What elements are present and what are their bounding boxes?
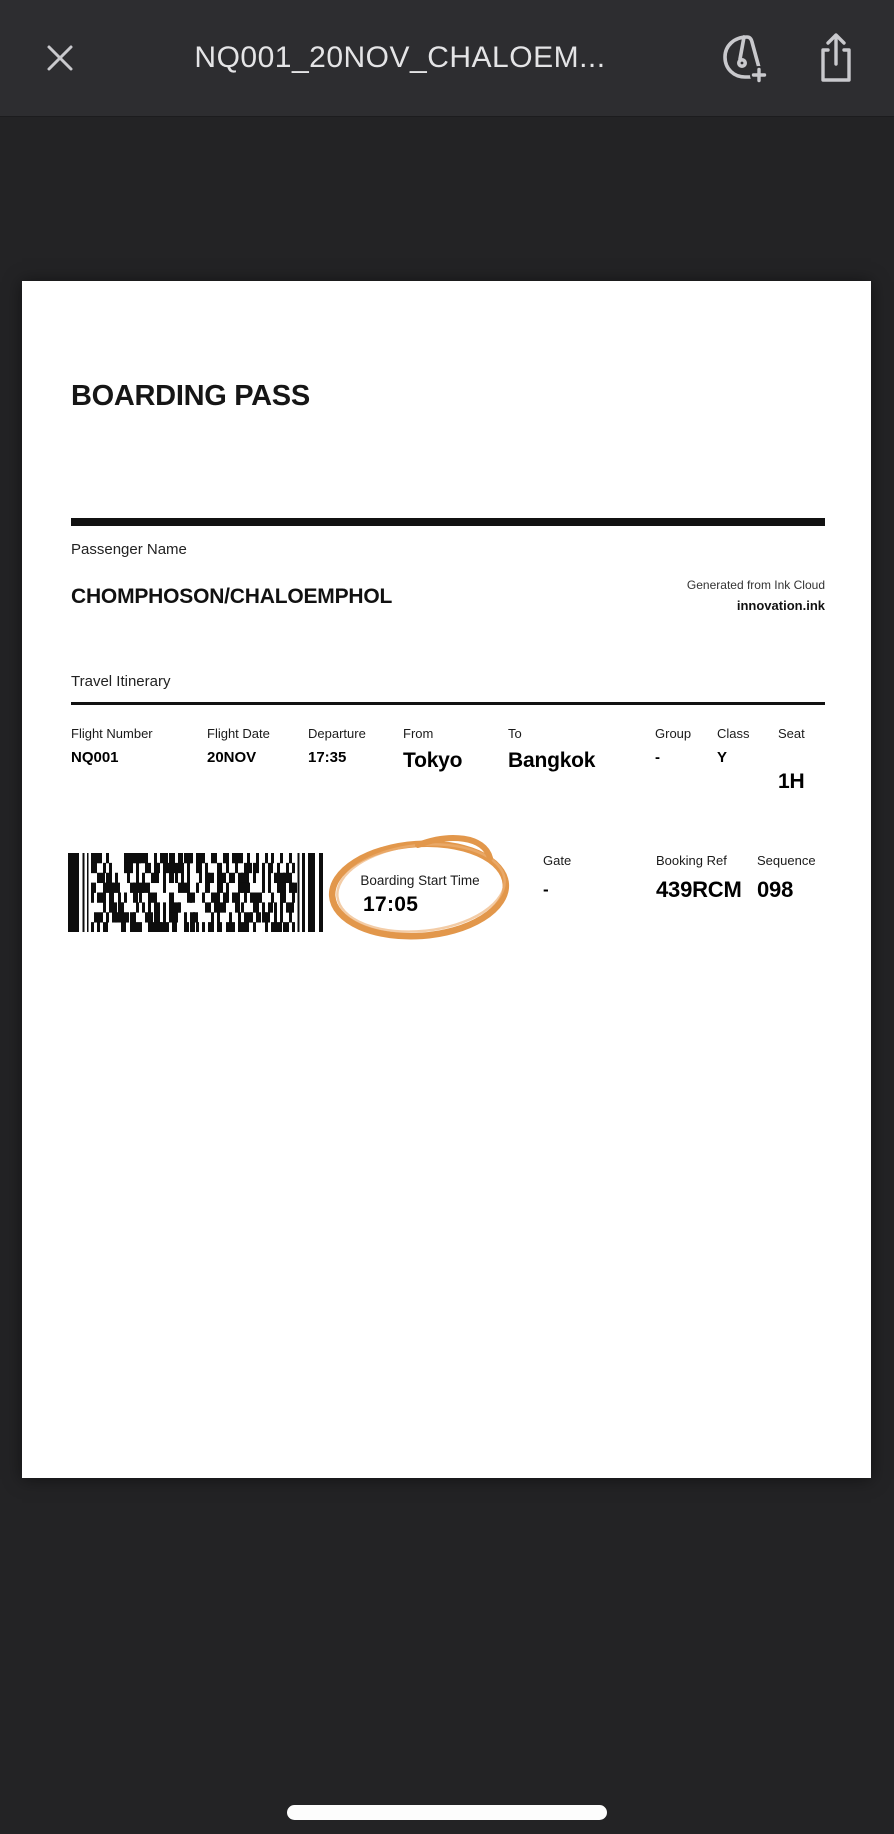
detail-label: Sequence [757, 853, 816, 868]
viewer-toolbar [0, 0, 894, 117]
col-value: 17:35 [308, 749, 347, 766]
boarding-start-time-value: 17:05 [363, 893, 419, 916]
detail-gate [543, 853, 571, 900]
generated-source-text: Generated from Ink Cloud [686, 578, 825, 592]
col-value: 1H [778, 770, 805, 793]
col-label: Departure [308, 726, 366, 741]
itinerary-col-seat [778, 726, 805, 794]
col-label: Seat [778, 726, 805, 741]
generated-domain-text: innovation.ink [736, 598, 825, 613]
orange-circle-annotation [322, 834, 522, 946]
itinerary-col-from [403, 726, 462, 773]
divider-thick [71, 518, 825, 526]
col-label: Group [655, 726, 692, 741]
document-title: NQ001_20NOV_CHALOEM... [194, 41, 606, 74]
col-label: Flight Number [71, 726, 153, 741]
generated-note [687, 578, 825, 613]
boarding-start-time-label: Boarding Start Time [360, 873, 480, 888]
col-value: 20NOV [207, 749, 257, 766]
passenger-name-label: Passenger Name [71, 541, 187, 558]
passenger-name-value: CHOMPHOSON/CHALOEMPHOL [71, 585, 393, 608]
col-value: Y [717, 749, 728, 766]
itinerary-col-departure [308, 726, 366, 766]
detail-label: Gate [543, 853, 572, 868]
col-value: Bangkok [508, 749, 596, 772]
itinerary-col-flight-number [71, 726, 153, 766]
itinerary-col-to [508, 726, 595, 773]
share-button[interactable] [816, 30, 856, 86]
pdf-page [22, 281, 871, 1478]
travel-itinerary-label: Travel Itinerary [71, 673, 171, 690]
home-indicator[interactable] [287, 1805, 607, 1820]
detail-value: 439RCM [656, 877, 742, 902]
detail-booking-ref [656, 853, 742, 903]
share-icon [816, 30, 856, 86]
close-icon [43, 41, 77, 75]
itinerary-col-flight-date [207, 726, 270, 766]
markup-button[interactable] [720, 32, 768, 84]
col-label: From [403, 726, 434, 741]
detail-sequence [757, 853, 816, 903]
col-label: Flight Date [207, 726, 270, 741]
col-value: Tokyo [403, 749, 463, 772]
markup-plus-icon [720, 32, 768, 84]
col-label: To [508, 726, 522, 741]
detail-label: Booking Ref [656, 853, 727, 868]
detail-value: 098 [757, 877, 794, 902]
boarding-pass-barcode [68, 853, 324, 932]
itinerary-col-class [717, 726, 750, 766]
boarding-pass-heading: BOARDING PASS [71, 380, 310, 412]
detail-value: - [543, 880, 549, 899]
itinerary-col-group [655, 726, 691, 766]
divider-thin [71, 702, 825, 705]
col-label: Class [717, 726, 750, 741]
col-value: NQ001 [71, 749, 119, 766]
close-button[interactable] [40, 38, 80, 78]
col-value: - [655, 749, 660, 766]
